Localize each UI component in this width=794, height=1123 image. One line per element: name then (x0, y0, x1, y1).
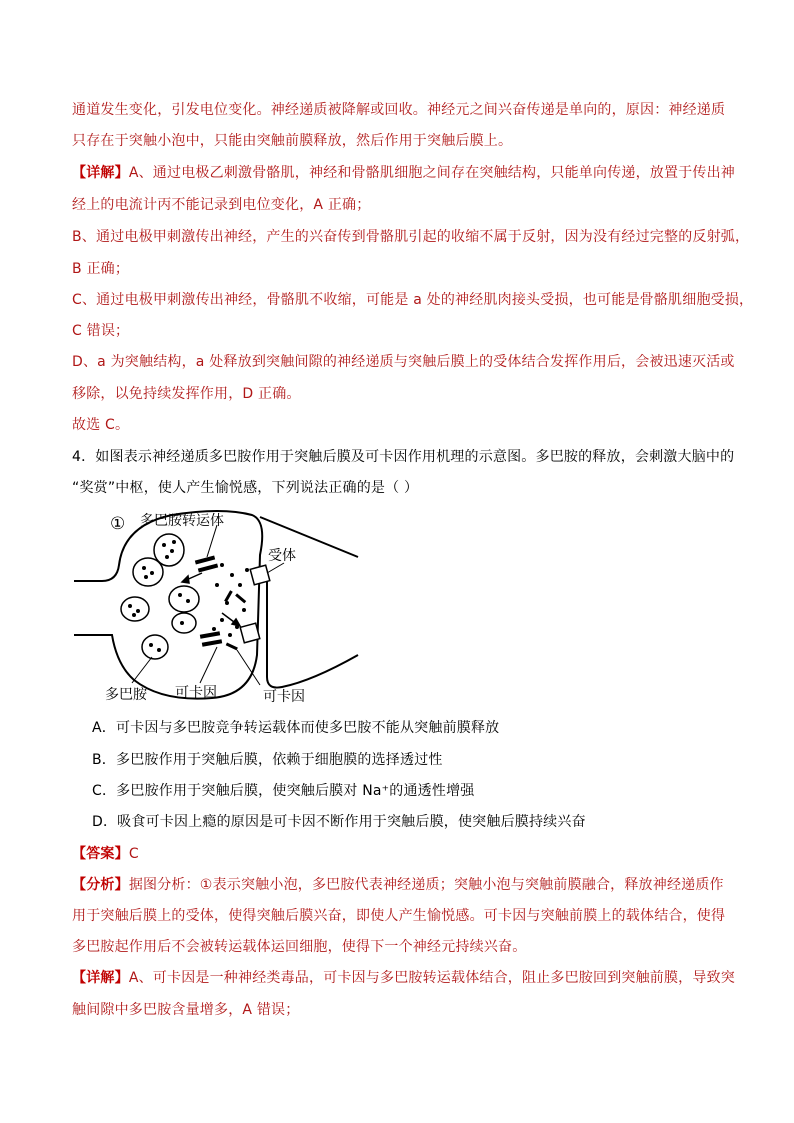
analysis-line-3: 多巴胺起作用后不会被转运载体运回细胞，使得下一个神经元持续兴奋。 (72, 939, 527, 955)
receptor-label: 受体 (268, 548, 296, 564)
prev-detail-line-1 (72, 163, 735, 183)
analysis-line-1 (72, 875, 732, 895)
prev-explanation-line-2: 只存在于突触小泡中，只能由突触前膜释放，然后作用于突触后膜上。 (72, 133, 513, 149)
prev-detail-line-7: D、a 为突触结构，a 处释放到突触间隙的神经递质与突触后膜上的受体结合发挥作用后，会被迅速灭活或 (72, 354, 735, 370)
option-b: B．多巴胺作用于突触后膜，依赖于细胞膜的选择透过性 (92, 752, 443, 768)
transporter-label: 多巴胺转运体 (140, 513, 224, 529)
prev-detail-line-8: 移除，以免持续发挥作用，D 正确。 (72, 386, 301, 402)
prev-detail-text-1: A、通过电极乙刺激骨骼肌，神经和骨骼肌细胞之间存在突触结构，只能单向传递，放置于传出神 (128, 165, 735, 181)
question-stem-line-1: 4．如图表示神经递质多巴胺作用于突触后膜及可卡因作用机理的示意图。多巴胺的释放，会刺激大脑中的 (72, 449, 735, 465)
detail-tag-2: 【详解】 (72, 970, 129, 986)
detail-text-1: A、可卡因是一种神经类毒品，可卡因与多巴胺转运载体结合，阻止多巴胺回到突触前膜，导致突 (128, 970, 735, 986)
synapse-diagram (72, 505, 372, 705)
prev-detail-line-3: B、通过电极甲刺激传出神经，产生的兴奋传到骨骼肌引起的收缩不属于反射，因为没有经过完整的反射弧， (72, 229, 750, 245)
prev-detail-line-2: 经上的电流计丙不能记录到电位变化，A 正确； (72, 197, 371, 213)
receptor-icon (240, 623, 260, 643)
option-a: A．可卡因与多巴胺竞争转运载体而使多巴胺不能从突触前膜释放 (92, 720, 500, 736)
prev-explanation-line-1: 通道发生变化，引发电位变化。神经递质被降解或回收。神经元之间兴奋传递是单向的，原因：神经递质 (72, 102, 726, 118)
presynaptic-membrane (74, 511, 262, 699)
vesicle-number-label: ① (110, 514, 126, 534)
prev-detail-line-6: C 错误； (72, 323, 130, 339)
dopamine-label: 多巴胺 (105, 687, 147, 703)
question-stem-line-2: “奖赏”中枢，使人产生愉悦感，下列说法正确的是（ ） (72, 480, 419, 496)
answer-line (72, 844, 732, 864)
detail-line-2: 触间隙中多巴胺含量增多，A 错误； (72, 1002, 300, 1018)
prev-detail-line-4: B 正确； (72, 261, 130, 277)
analysis-tag: 【分析】 (72, 877, 129, 893)
analysis-line-2: 用于突触后膜上的受体，使得突触后膜兴奋，即使人产生愉悦感。可卡因与突触前膜上的载体结合，使得 (72, 908, 726, 924)
arrow-icons (182, 573, 240, 626)
option-c: C．多巴胺作用于突触后膜，使突触后膜对 Na⁺的通透性增强 (92, 783, 475, 799)
cocaine-label-2: 可卡因 (263, 689, 305, 705)
detail-tag: 【详解】 (72, 165, 129, 181)
analysis-text-1: 据图分析：①表示突触小泡，多巴胺代表神经递质；突触小泡与突触前膜融合，释放神经递质作 (128, 877, 724, 893)
cocaine-label-1: 可卡因 (175, 685, 217, 701)
answer-tag: 【答案】 (72, 846, 129, 862)
postsynaptic-membrane (267, 575, 358, 688)
receptor-icon (250, 565, 270, 585)
prev-detail-line-9: 故选 C。 (72, 417, 130, 433)
detail-line-1 (72, 968, 735, 988)
dopamine-dots (128, 540, 249, 652)
synaptic-vesicles (121, 534, 199, 659)
answer-value: C (128, 846, 139, 862)
option-d: D．吸食可卡因上瘾的原因是可卡因不断作用于突触后膜，使突触后膜持续兴奋 (92, 814, 586, 830)
prev-detail-line-5: C、通过电极甲刺激传出神经，骨骼肌不收缩，可能是 a 处的神经肌肉接头受损，也可能是骨骼肌细胞受损， (72, 292, 754, 308)
